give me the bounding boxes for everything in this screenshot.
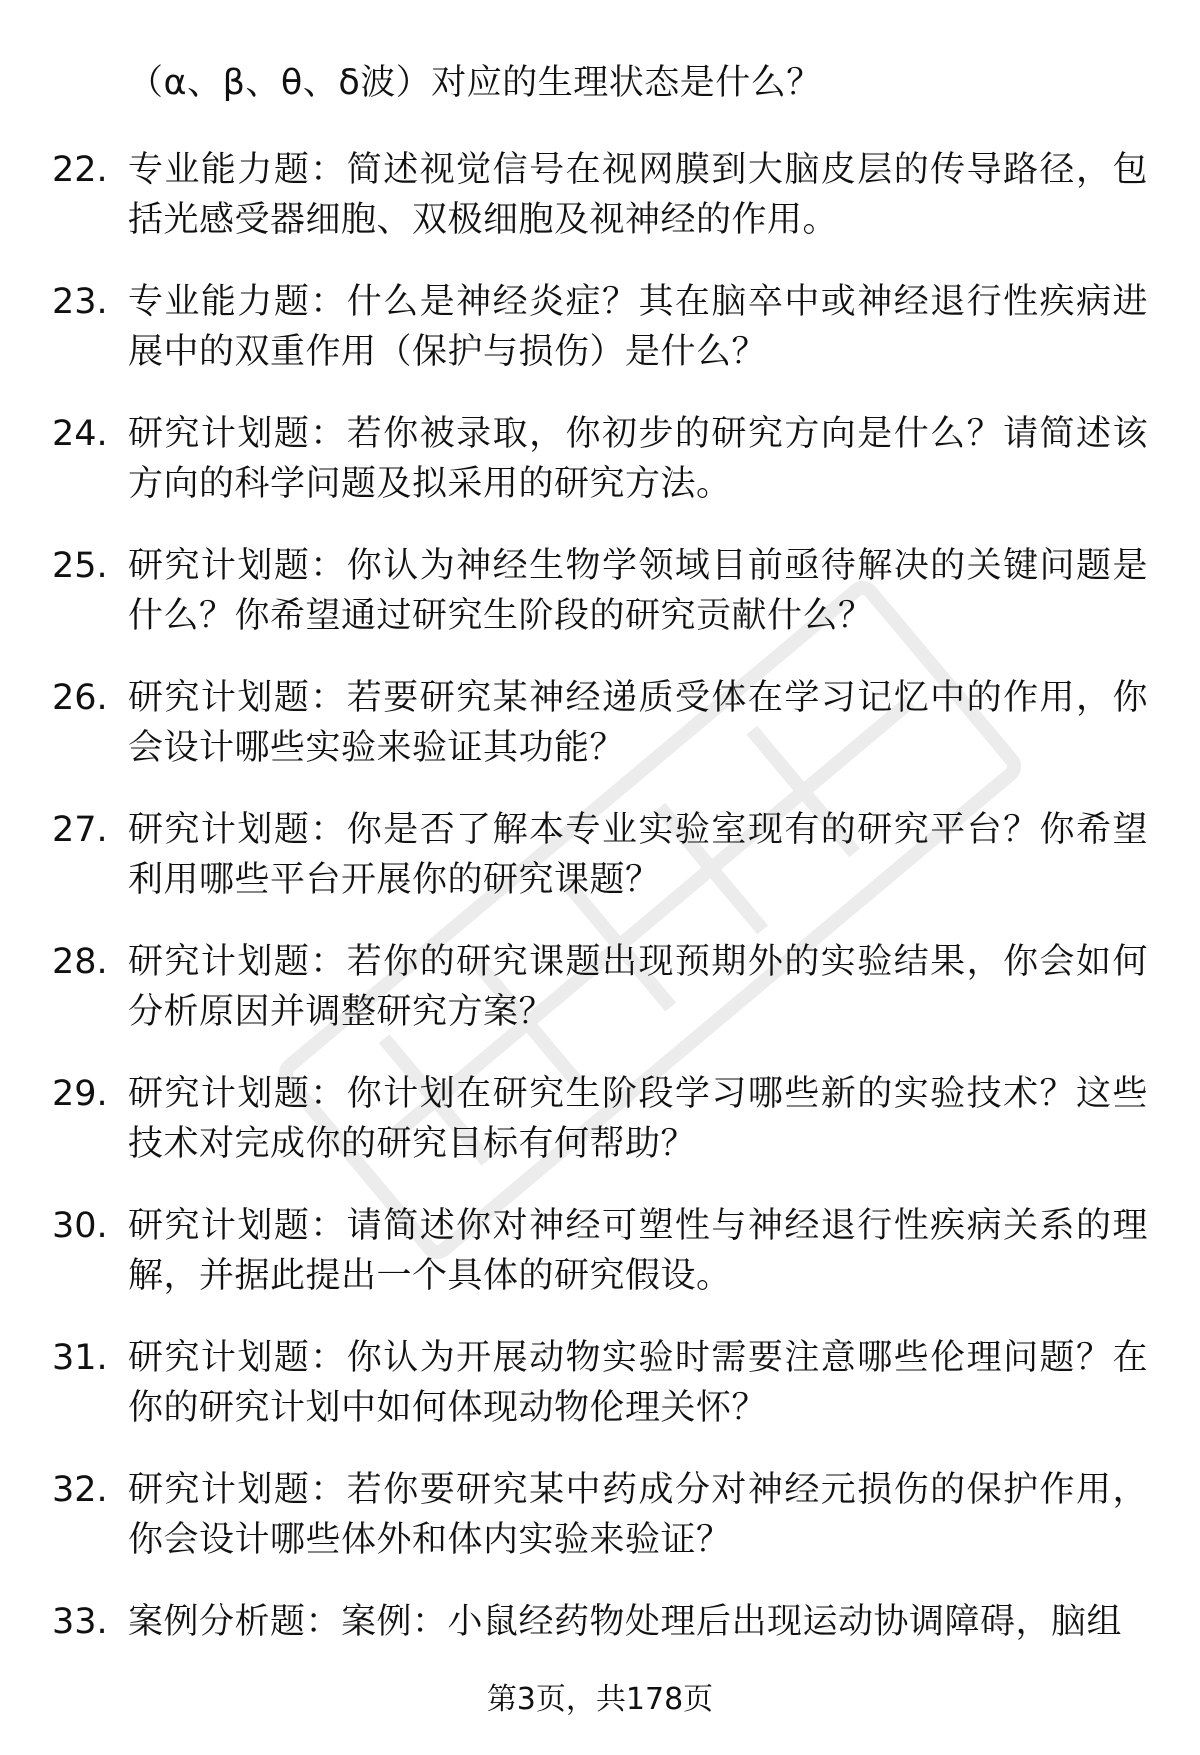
question-number: 23. [52, 282, 108, 322]
question-text: 研究计划题：你是否了解本专业实验室现有的研究平台？你希望利用哪些平台开展你的研究课题？ [128, 810, 1148, 900]
question-item [0, 1069, 1200, 1201]
question-item [0, 541, 1200, 673]
question-list [0, 145, 1200, 1729]
question-text: 专业能力题：什么是神经炎症？其在脑卒中或神经退行性疾病进展中的双重作用（保护与损伤）是什么？ [128, 282, 1148, 372]
question-number: 33. [52, 1602, 108, 1642]
question-text: 研究计划题：若你被录取，你初步的研究方向是什么？请简述该方向的科学问题及拟采用的研究方法。 [128, 414, 1148, 504]
question-item [0, 673, 1200, 805]
question-text: 研究计划题：请简述你对神经可塑性与神经退行性疾病关系的理解，并据此提出一个具体的研究假设。 [128, 1206, 1148, 1296]
question-number: 26. [52, 678, 108, 718]
page-footer: 第3页，共178页 [486, 1682, 714, 1717]
question-number: 31. [52, 1338, 108, 1378]
question-item [0, 145, 1200, 277]
question-number: 28. [52, 942, 108, 982]
question-text: 专业能力题：简述视觉信号在视网膜到大脑皮层的传导路径，包括光感受器细胞、双极细胞及视神经的作用。 [128, 150, 1148, 240]
question-item [0, 277, 1200, 409]
question-item [0, 805, 1200, 937]
question-text: 研究计划题：若要研究某神经递质受体在学习记忆中的作用，你会设计哪些实验来验证其功能？ [128, 678, 1148, 768]
question-text: 研究计划题：你计划在研究生阶段学习哪些新的实验技术？这些技术对完成你的研究目标有何帮助？ [128, 1074, 1148, 1164]
question-text: 研究计划题：你认为开展动物实验时需要注意哪些伦理问题？在你的研究计划中如何体现动物伦理关怀？ [128, 1338, 1148, 1428]
question-text: 研究计划题：若你要研究某中药成分对神经元损伤的保护作用，你会设计哪些体外和体内实验来验证？ [128, 1470, 1148, 1560]
question-number: 29. [52, 1074, 108, 1114]
question-item [0, 1465, 1200, 1597]
question-item [0, 1333, 1200, 1465]
question-item [0, 937, 1200, 1069]
question-number: 25. [52, 546, 108, 586]
question-text: 研究计划题：若你的研究课题出现预期外的实验结果，你会如何分析原因并调整研究方案？ [128, 942, 1148, 1032]
question-number: 27. [52, 810, 108, 850]
question-number: 30. [52, 1206, 108, 1246]
continuation-line: （α、β、θ、δ波）对应的生理状态是什么？ [128, 63, 822, 103]
question-text: 案例分析题：案例：小鼠经药物处理后出现运动协调障碍，脑组 [128, 1602, 1123, 1642]
question-number: 32. [52, 1470, 108, 1510]
question-item [0, 409, 1200, 541]
question-text: 研究计划题：你认为神经生物学领域目前亟待解决的关键问题是什么？你希望通过研究生阶段的研究贡献什么？ [128, 546, 1148, 636]
question-number: 24. [52, 414, 108, 454]
question-item [0, 1201, 1200, 1333]
question-number: 22. [52, 150, 108, 190]
